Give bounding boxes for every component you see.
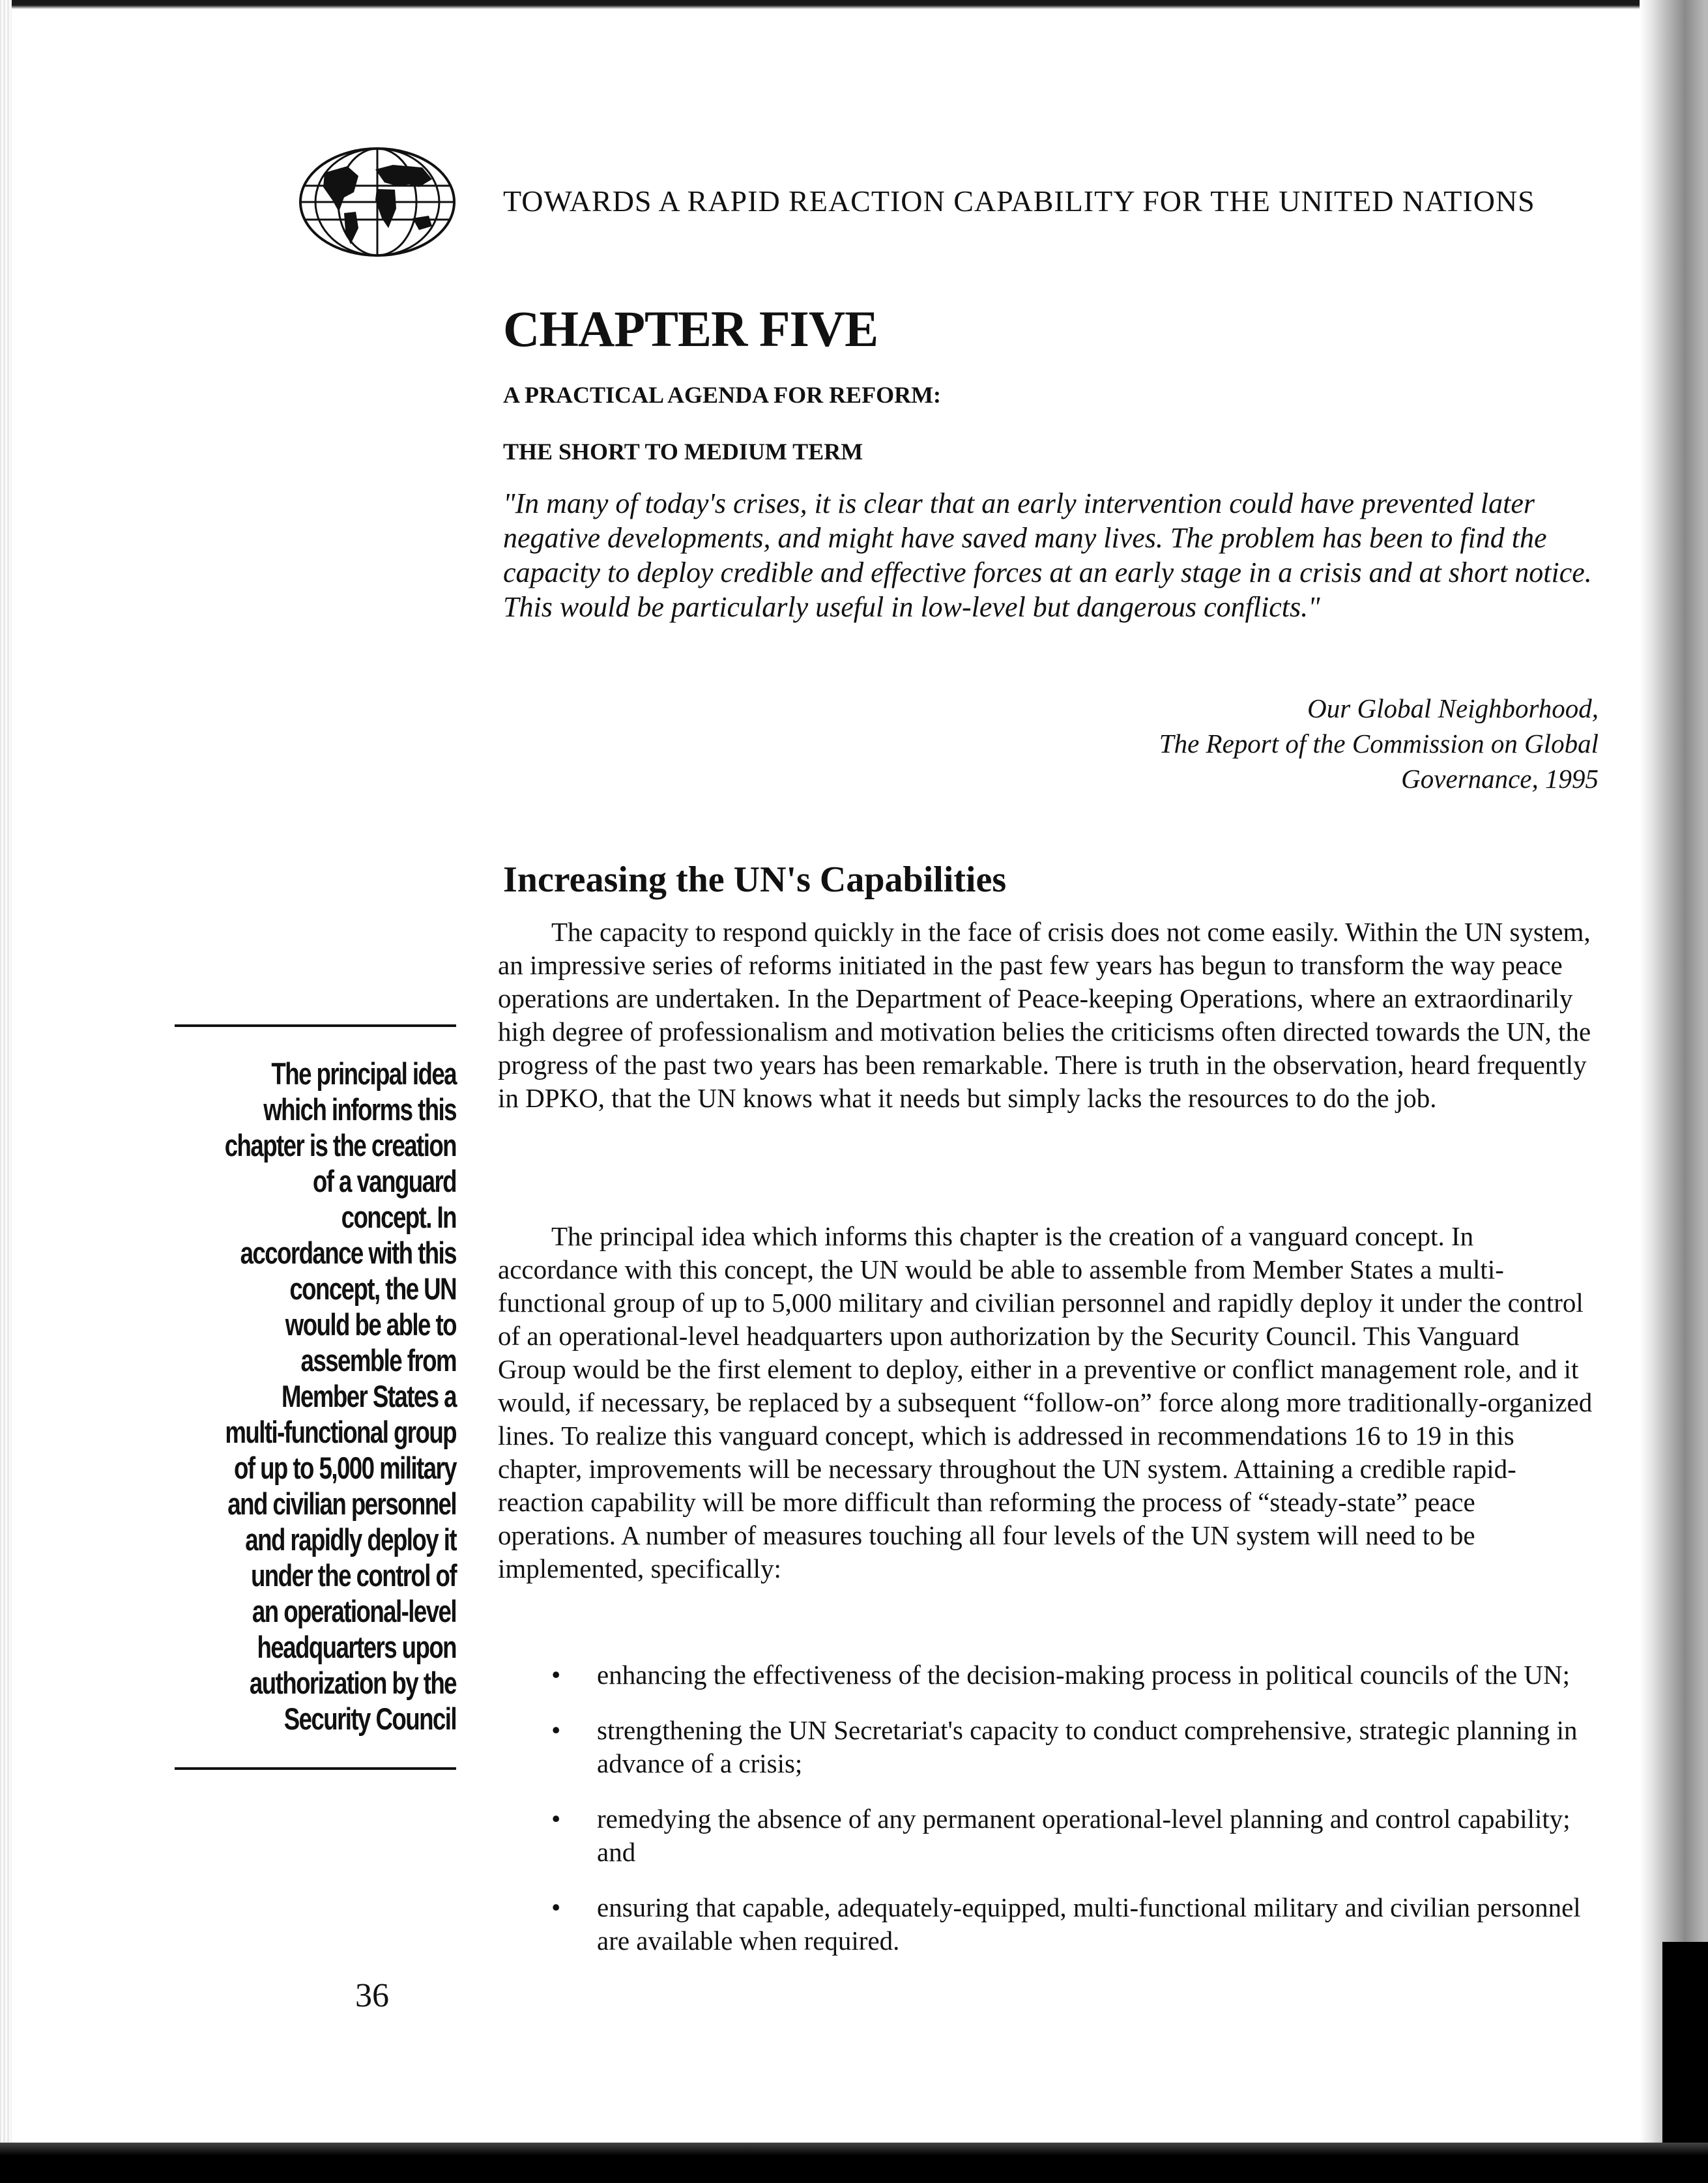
page-number: 36 <box>355 1977 389 2014</box>
chapter-title: CHAPTER FIVE <box>503 300 878 357</box>
scan-edge-right <box>1640 0 1708 2183</box>
epigraph-attribution <box>947 691 1599 796</box>
list-item <box>534 1802 1610 1869</box>
list-item-text: remedying the absence of any permanent operational-level planning and control capability; and <box>597 1804 1570 1867</box>
bullet-icon: • <box>551 1804 561 1834</box>
bullet-icon: • <box>551 1715 561 1745</box>
chapter-subtitle-1: A PRACTICAL AGENDA FOR REFORM: <box>503 382 942 408</box>
list-item <box>534 1891 1610 1958</box>
attribution-line: Governance, 1995 <box>1401 764 1599 794</box>
list-item-text: strengthening the UN Secretariat's capacity to conduct comprehensive, strategic planning in advance of a crisis; <box>597 1715 1578 1778</box>
list-item <box>534 1714 1610 1780</box>
epigraph-quote: "In many of today's crises, it is clear that an early intervention could have prevented later negative developments, and might have saved many lives. The problem has been to find the capacity to deploy credible and effective forces at an early stage in a crisis and at short notice. This would be particularly useful in low-level but dangerous conflicts." <box>503 487 1592 623</box>
pullquote-rule-bottom <box>175 1767 456 1770</box>
pullquote: The principal idea which informs this chapter is the creation of a vanguard concept. In accordance with this concept, the UN would be able to assemble from Member States a multi-functional group of up to 5,000 military and civilian personnel and rapidly deploy it under the control of an operational-level headquarters upon authorization by the Security Council <box>224 1056 456 1736</box>
section-heading: Increasing the UN's Capabilities <box>503 860 1007 900</box>
globe-logo-icon <box>298 147 456 257</box>
pullquote-rule-top <box>175 1024 456 1027</box>
bullet-list <box>534 1658 1610 1980</box>
running-head: TOWARDS A RAPID REACTION CAPABILITY FOR THE UNITED NATIONS <box>503 184 1535 218</box>
bullet-icon: • <box>551 1892 561 1922</box>
scan-edge-top <box>0 0 1708 9</box>
scan-edge-bottom <box>0 2143 1708 2183</box>
body-paragraph: The capacity to respond quickly in the face of crisis does not come easily. Within the UN system, an impressive series of reforms initiated in the past few years has begun to transform the way peace operations are undertaken. In the Department of Peace-keeping Operations, where an extraordinarily high degree of professionalism and motivation belies the criticisms often directed towards the UN, the progress of the past two years has been remarkable. There is truth in the observation, heard frequently in DPKO, that the UN knows what it needs but simply lacks the resources to do the job. <box>498 917 1591 1113</box>
attribution-line: Our Global Neighborhood, <box>1307 693 1599 723</box>
list-item-text: ensuring that capable, adequately-equipped, multi-functional military and civilian personnel are available when required. <box>597 1892 1581 1956</box>
body-paragraph: The principal idea which informs this chapter is the creation of a vanguard concept. In accordance with this concept, the UN would be able to assemble from Member States a multi-functional group of up to 5,000 military and civilian personnel and rapidly deploy it under the control of an operational-level headquarters upon authorization by the Security Council. This Vanguard Group would be the first element to deploy, either in a preventive or conflict management role, and it would, if necessary, be replaced by a subsequent “follow-on” force along more traditionally-organized lines. To realize this vanguard concept, which is addressed in recommendations 16 to 19 in this chapter, improvements will be necessary throughout the UN system. Attaining a credible rapid-reaction capability will be more difficult than reforming the process of “steady-state” peace operations. A number of measures touching all four levels of the UN system will need to be implemented, specifically: <box>498 1221 1593 1583</box>
list-item <box>534 1658 1610 1692</box>
bullet-icon: • <box>551 1660 561 1690</box>
chapter-subtitle-2: THE SHORT TO MEDIUM TERM <box>503 439 863 465</box>
list-item-text: enhancing the effectiveness of the decision-making process in political councils of the UN; <box>597 1660 1570 1690</box>
attribution-line: The Report of the Commission on Global <box>1159 729 1599 759</box>
scan-edge-left <box>0 0 12 2183</box>
